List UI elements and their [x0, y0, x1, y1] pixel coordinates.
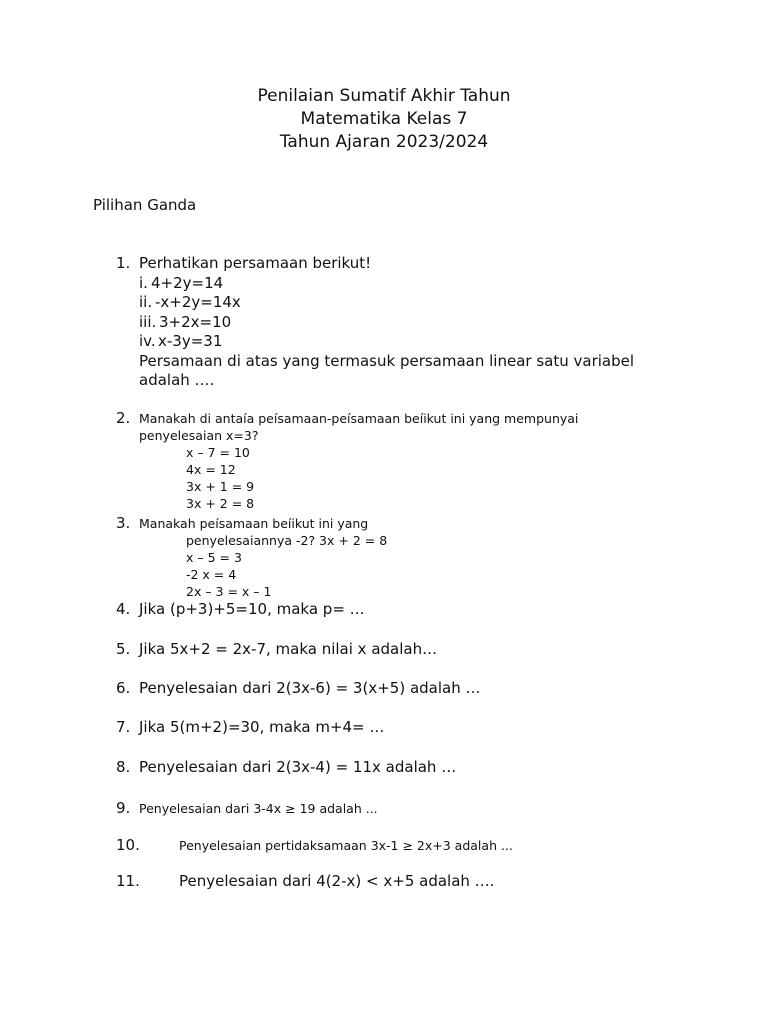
question-text: Jika (p+3)+5=10, maka p= …: [139, 600, 365, 618]
option-text: -x+2y=14x: [155, 293, 241, 311]
option-text: -2 x = 4: [186, 567, 237, 582]
doc-title-line-1: Penilaian Sumatif Akhir Tahun: [257, 86, 511, 106]
question-number: 7.: [116, 718, 131, 736]
question-text: penyelesaian x=3?: [139, 428, 259, 443]
question-text: adalah ….: [139, 371, 215, 389]
question-text: Penyelesaian pertidaksamaan 3x-1 ≥ 2x+3 adalah ...: [179, 838, 513, 853]
option-label: ii.: [139, 293, 153, 311]
question-number: 8.: [116, 758, 131, 776]
option-label: iii.: [139, 313, 157, 331]
question-text: Jika 5(m+2)=30, maka m+4= …: [139, 718, 385, 736]
question-text: Penyelesaian dari 2(3x-4) = 11x adalah …: [139, 758, 457, 776]
section-heading: Pilihan Ganda: [93, 196, 197, 214]
question-number: 6.: [116, 679, 131, 697]
option-text: 3+2x=10: [159, 313, 232, 331]
option-text: 4+2y=14: [151, 274, 224, 292]
question-number: 11.: [116, 872, 140, 890]
question-text: Manakah peísamaan beíikut ini yang: [139, 516, 369, 531]
option-text: 3x + 1 = 9: [186, 479, 255, 494]
question-text: Persamaan di atas yang termasuk persamaan linear satu variabel: [139, 352, 635, 370]
option-text: 3x + 2 = 8: [186, 496, 255, 511]
doc-title-line-2: Matematika Kelas 7: [300, 109, 468, 129]
option-text: x-3y=31: [158, 332, 223, 350]
question-text: Jika 5x+2 = 2x-7, maka nilai x adalah…: [139, 640, 438, 658]
question-text: Manakah di antaía peísamaan-peísamaan beíikut ini yang mempunyai: [139, 411, 579, 426]
option-text: x – 5 = 3: [186, 550, 242, 565]
question-number: 10.: [116, 836, 140, 854]
doc-title-line-3: Tahun Ajaran 2023/2024: [279, 132, 489, 152]
question-number: 4.: [116, 600, 131, 618]
question-text: Penyelesaian dari 3-4x ≥ 19 adalah ...: [139, 801, 378, 816]
question-number: 3.: [116, 514, 131, 532]
question-number: 9.: [116, 799, 131, 817]
question-number: 2.: [116, 409, 131, 427]
question-text: Perhatikan persamaan berikut!: [139, 254, 372, 272]
option-text: x – 7 = 10: [186, 445, 250, 460]
option-text: 4x = 12: [186, 462, 236, 477]
question-text: Penyelesaian dari 2(3x-6) = 3(x+5) adalah …: [139, 679, 481, 697]
option-label: iv.: [139, 332, 156, 350]
question-number: 1.: [116, 254, 131, 272]
option-label: i.: [139, 274, 148, 292]
question-number: 5.: [116, 640, 131, 658]
question-text: penyelesaiannya -2? 3x + 2 = 8: [186, 533, 388, 548]
option-text: 2x – 3 = x – 1: [186, 584, 272, 599]
question-text: Penyelesaian dari 4(2-x) < x+5 adalah ….: [179, 872, 495, 890]
